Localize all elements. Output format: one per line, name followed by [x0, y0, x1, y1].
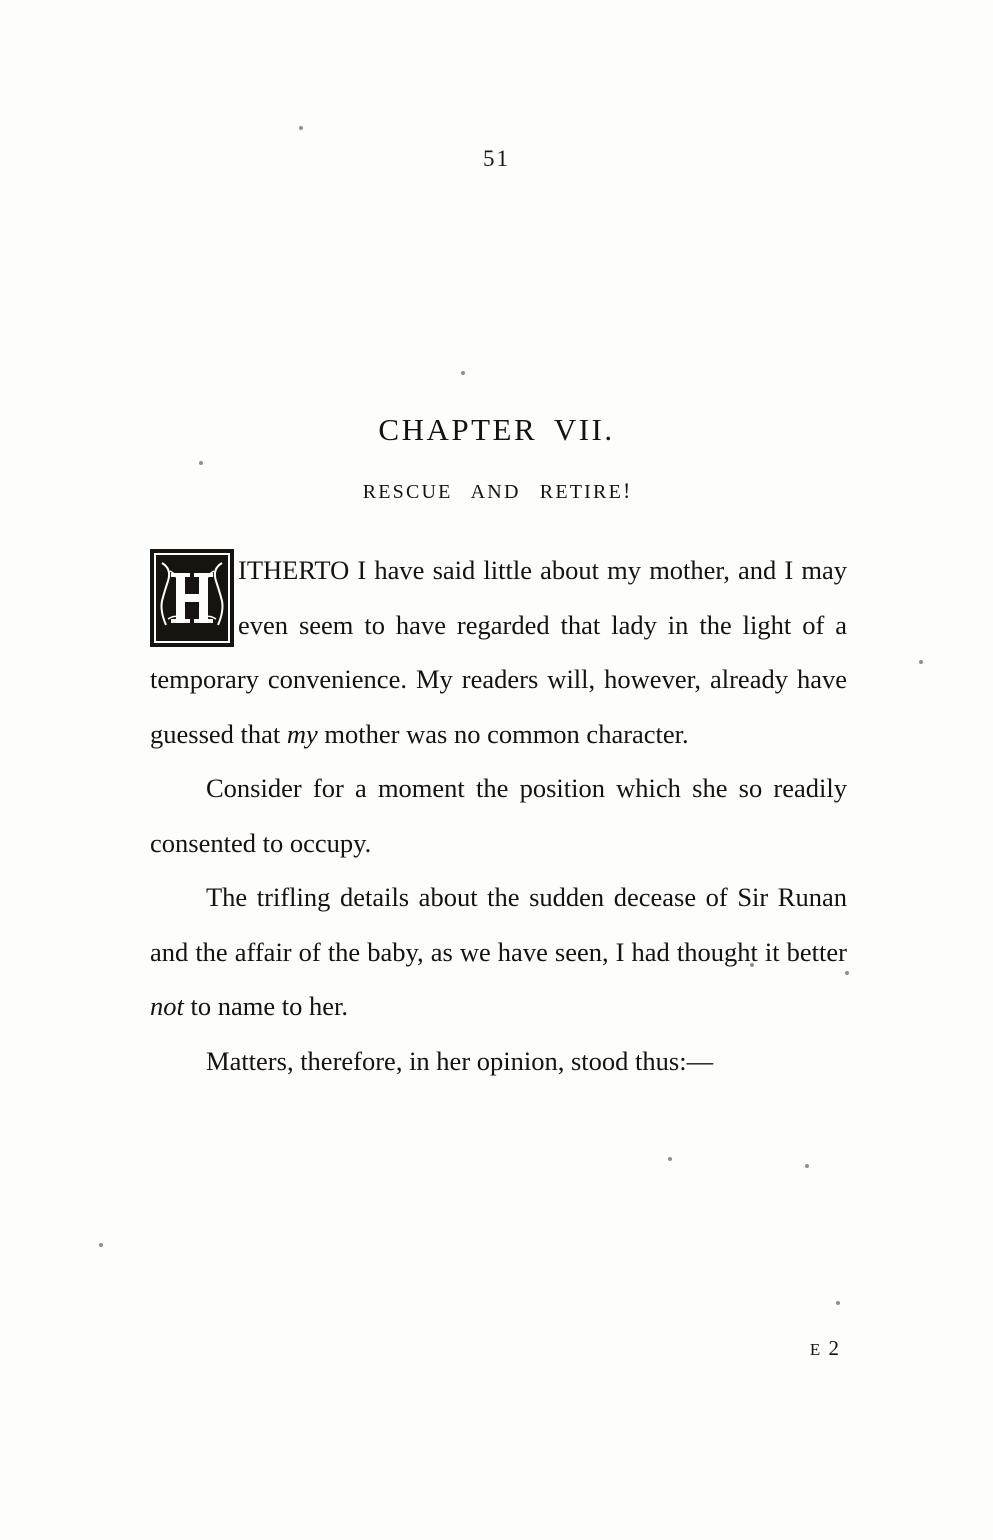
paper-speck — [919, 660, 923, 664]
paper-speck — [199, 461, 203, 465]
paragraph-4: Matters, therefore, in her opinion, stood thus:— — [206, 1045, 714, 1076]
paragraph-3-pre: The trifling details about the sudden decease of Sir Runan and the affair of the baby, as we have seen, I had thought it better — [150, 882, 847, 967]
paragraph-1 — [150, 543, 847, 761]
paragraph-3-post: to name to her. — [183, 991, 348, 1021]
signature-letter: E — [809, 1340, 822, 1359]
paper-speck — [805, 1164, 809, 1168]
paragraph-1-tail: mother was no common character. — [317, 718, 689, 749]
paragraph-2: Consider for a moment the position which she so readily consented to occupy. — [150, 773, 847, 858]
paragraph-1-lead: ITHERTO I have said little about my mother, and I may even seem to have regarded that lady in the light of a temporary convenience. My readers will, however, already have guessed that — [150, 555, 847, 749]
paragraph-3-italic: not — [150, 991, 184, 1021]
paper-speck — [668, 1157, 672, 1161]
paper-speck — [461, 371, 465, 375]
paper-speck — [836, 1301, 840, 1305]
decorated-drop-cap-icon — [150, 549, 234, 649]
paper-speck — [299, 126, 303, 130]
chapter-subtitle-text: RESCUE AND RETIRE — [362, 481, 623, 503]
paper-speck — [99, 1243, 103, 1247]
chapter-subtitle-exclamation: ! — [622, 478, 631, 503]
paragraph-1-italic: my — [286, 718, 318, 749]
chapter-subtitle — [0, 478, 993, 504]
paragraph-3 — [150, 870, 847, 1034]
page-number: 51 — [483, 146, 510, 171]
chapter-title: CHAPTER VII. — [378, 412, 615, 447]
body-text — [150, 543, 847, 1088]
printer-signature-mark — [810, 1336, 841, 1361]
signature-number: 2 — [828, 1336, 841, 1360]
